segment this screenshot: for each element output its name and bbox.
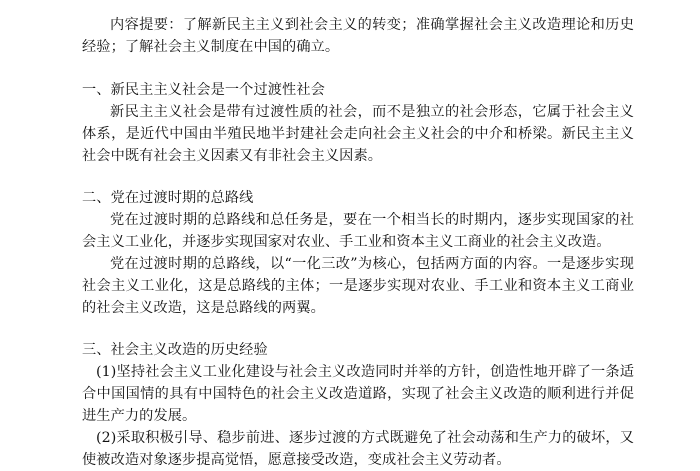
section-2-heading: 二、党在过渡时期的总路线 <box>82 190 254 206</box>
section-2-paragraph-1: 党在过渡时期的总路线和总任务是，要在一个相当长的时期内，逐步实现国家的社会主义工业化，并逐步实现国家对农业、手工业和资本主义工商业的社会主义改造。 <box>82 212 634 250</box>
section-3-heading: 三、社会主义改造的历史经验 <box>82 342 268 358</box>
summary-paragraph: 内容提要：了解新民主主义到社会主义的转变；准确掌握社会主义改造理论和历史经验；了解社会主义制度在中国的确立。 <box>82 17 634 55</box>
section-3-item-1: (1)坚持社会主义工业化建设与社会主义改造同时并举的方针，创造性地开辟了一条适合中国国情的具有中国特色的社会主义改造道路，实现了社会主义改造的顺利进行并促进生产力的发展。 <box>82 364 634 424</box>
section-1-paragraph: 新民主主义社会是带有过渡性质的社会，而不是独立的社会形态，它属于社会主义体系，是近代中国由半殖民地半封建社会走向社会主义社会的中介和桥梁。新民主主义社会中既有社会主义因素又有非社会主义因素。 <box>82 104 634 164</box>
section-2-paragraph-2: 党在过渡时期的总路线，以“一化三改”为核心，包括两方面的内容。一是逐步实现社会主义工业化，这是总路线的主体；一是逐步实现对农业、手工业和资本主义工商业的社会主义改造，这是总路线的两翼。 <box>82 256 634 316</box>
document-page <box>82 14 634 471</box>
section-3-item-2: (2)采取积极引导、稳步前进、逐步过渡的方式既避免了社会动荡和生产力的破坏，又使被改造对象逐步提高觉悟，愿意接受改造，变成社会主义劳动者。 <box>82 430 634 468</box>
section-1-heading: 一、新民主主义社会是一个过渡性社会 <box>82 82 325 98</box>
